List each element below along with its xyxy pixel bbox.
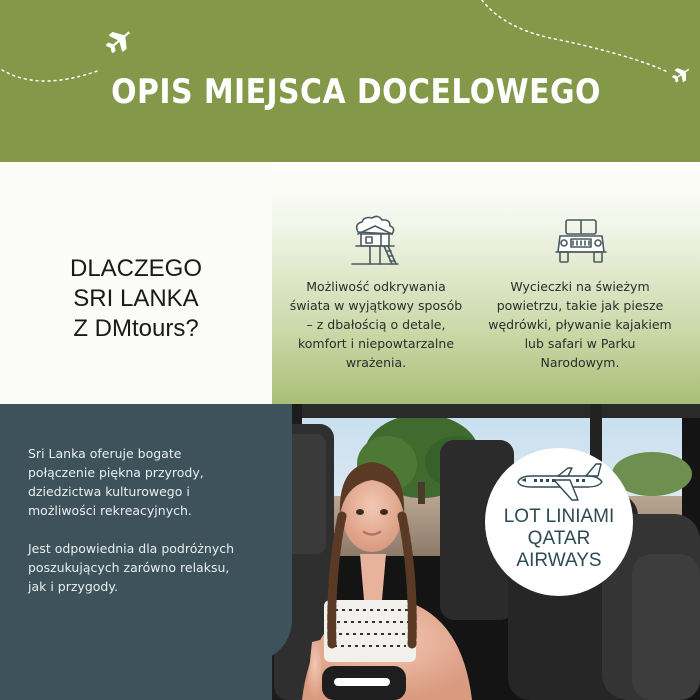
airplane-icon <box>671 64 693 85</box>
feature-text-line: Możliwość odkrywania <box>306 279 446 294</box>
badge-label-line: QATAR <box>527 528 591 549</box>
jeep-icon <box>554 214 608 268</box>
badge-label <box>485 506 633 572</box>
info-line: Sri Lanka oferuje bogate <box>28 446 182 461</box>
flight-badge <box>485 448 633 596</box>
info-paragraph <box>28 444 268 520</box>
badge-label-line: LOT LINIAMI <box>503 506 615 527</box>
info-text <box>28 444 268 615</box>
feature-text-line: wrażenia. <box>345 355 407 370</box>
feature-description <box>276 277 476 372</box>
feature-text-line: komfort i niepowtarzalne <box>297 336 455 351</box>
header-banner <box>0 0 700 162</box>
info-line: połączenie piękna przyrody, <box>28 465 204 480</box>
feature-text-line: świata w wyjątkowy sposób <box>289 298 463 313</box>
info-line: możliwości rekreacyjnych. <box>28 503 192 518</box>
feature-text-line: Wycieczki na świeżym <box>510 279 650 294</box>
airliner-icon <box>514 462 604 502</box>
why-heading-line: Z DMtours? <box>73 315 199 342</box>
feature-description <box>480 277 680 372</box>
info-line: poszukujących zarówno relaksu, <box>28 560 230 575</box>
feature-text-line: – z dbałością o detale, <box>306 317 446 332</box>
info-panel <box>0 404 292 662</box>
feature-text-line: wędrówki, pływanie kajakiem <box>488 317 672 332</box>
info-line: Jest odpowiednia dla podróżnych <box>28 541 235 556</box>
info-paragraph <box>28 539 268 596</box>
why-section <box>0 162 272 404</box>
airplane-icon <box>104 25 136 56</box>
feature-text-line: Narodowym. <box>540 355 620 370</box>
why-heading <box>0 254 272 344</box>
info-section <box>0 404 272 700</box>
treehouse-icon <box>348 214 402 268</box>
feature-text-line: powietrzu, takie jak piesze <box>496 298 664 313</box>
features-section <box>272 162 700 404</box>
page-title: OPIS MIEJSCA DOCELOWEGO <box>111 72 601 112</box>
feature-text-line: lub safari w Parku <box>524 336 636 351</box>
why-heading-line: DLACZEGO <box>69 255 203 282</box>
why-heading-line: SRI LANKA <box>73 285 199 312</box>
info-line: dziedzictwa kulturowego i <box>28 484 190 499</box>
badge-label-line: AIRWAYS <box>516 550 602 571</box>
info-line: jak i przygody. <box>28 579 118 594</box>
